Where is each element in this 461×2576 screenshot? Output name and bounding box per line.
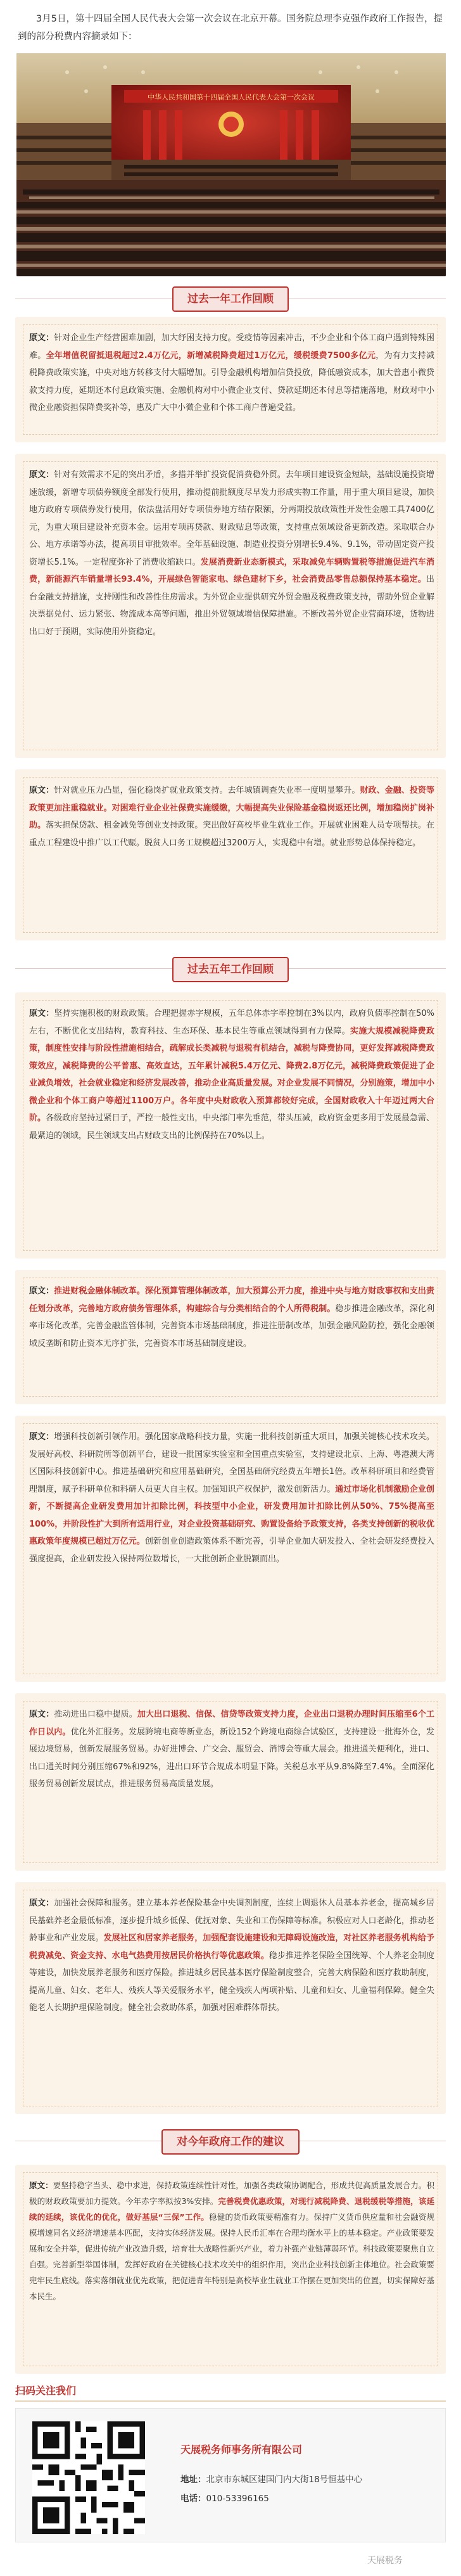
quote-text: 原文：推进财税金融体制改革。深化预算管理体制改革，加大预算公开力度，推进中央与地方财政事权和支出责任划分改革，完善地方政府债务管理体系，构建综合与分类相结合的个人所得税制。稳步推进金融改革，深化利率市场化改革，完善金融监管体制，完善资本市场基础制度，推进注册制改革，加强金融风险防控，强化金融领域反垄断和防止资本无序扩张，完善资本市场基础制度建设。 (29, 1286, 434, 1349)
hall-banner-text: 中华人民共和国第十四届全国人民代表大会第一次会议 (148, 93, 315, 101)
quote-tag: 原文： (29, 2181, 53, 2190)
qr-code-icon[interactable] (32, 2421, 145, 2534)
section-banner-suggestions (15, 2119, 446, 2163)
quote-card-1 (15, 317, 446, 442)
quote-card-2 (15, 454, 446, 758)
quote-card-5 (15, 1270, 446, 1404)
watermark: 天展税务 (367, 2556, 403, 2566)
quote-tag: 原文： (29, 1286, 54, 1296)
address-row: 地址：北京市东城区建国门内大街18号恒基中心 (180, 2475, 363, 2485)
highlight-text: 完善税费优惠政策，对现行减税降费、退税缓税等措施，该延续的延续，该优化的优化，做好基层“三保”工作。 (29, 2196, 434, 2222)
highlight-text: 财政、金融、投资等政策更加注重稳就业。对困难行业企业社保费实施缓缴，大幅提高失业保险基金稳岗返还比例，增加稳岗扩岗补助。 (29, 786, 434, 830)
quote-text: 原文：推动进出口稳中提质。加大出口退税、信保、信贷等政策支持力度，企业出口退税办理时间压缩至6个工作日以内。优化外汇服务。发展跨境电商等新业态，新设152个跨境电商综合试验区，支持建设一批海外仓，发展边境贸易，创新发展服务贸易。办好进博会、广交会、服贸会、消博会等重大展会。推进通关便利化，进口、出口通关时间分别压缩67%和92%，进出口环节合规成本明显下降。关税总水平从9.8%降至7.4%。全面深化服务贸易创新发展试点，推进服务贸易高质量发展。 (29, 1710, 434, 1789)
highlight-text: 加大出口退税、信保、信贷等政策支持力度，企业出口退税办理时间压缩至6个工作日以内。 (29, 1710, 434, 1737)
quote-tag: 原文： (29, 1009, 54, 1018)
section-title: 对今年政府工作的建议 (161, 2129, 300, 2155)
quote-tag: 原文： (29, 1710, 54, 1719)
quote-text: 原文：坚持实施积极的财政政策。合理把握赤字规模，五年总体赤字率控制在3%以内，政府负债率控制在50%左右，不断优化支出结构，教育科技、生态环保、基本民生等重点领域得到有力保障。实施大规模减税降费政策，制度性安排与阶段性措施相结合，疏解成长类减税与退税有机结合，减税与降费协同，更好发挥减税降费政策效应，减税降费的公平普惠、高效直达，五年累计减税5.4万亿元、降费2.8万亿元，减税降费政策促进了企业减负增效，社会就业稳定和经济发展改善，推动企业高质量发展。对企业发展不同情况，分别施策，增加中小微企业和个体工商户等超过1100万户。各年度中央财政收入预算都较好完成，全国财政收入十年迈过两大台阶。各级政府坚持过紧日子，严控一般性支出，中央部门率先垂范，带头压减，政府资金更多用于发展最急需、最紧迫的领域，民生领域支出占财政支出的比例保持在70%以上。 (29, 1009, 434, 1141)
section-title: 过去五年工作回顾 (172, 957, 289, 982)
divider (15, 2400, 446, 2402)
quote-tag: 原文： (29, 1899, 54, 1908)
quote-text: 原文：要坚持稳字当头、稳中求进，保持政策连续性针对性，加强各类政策协调配合，形成共促高质量发展合力。积极的财政政策要加力提效。今年赤字率拟按3%安排。完善税费优惠政策，对现行减税降费、退税缓税等措施，该延续的延续，该优化的优化，做好基层“三保”工作。稳健的货币政策要精准有力。保持广义货币供应量和社会融资规模增速同名义经济增速基本匹配，支持实体经济发展。保持人民币汇率在合理均衡水平上的基本稳定。产业政策要发展和安全并举，促进传统产业改造升级，培育壮大战略性新兴产业，着力补强产业链薄弱环节。科技政策要聚焦自立自强。完善新型举国体制，发挥好政府在关键核心技术攻关中的组织作用，突出企业科技创新主体地位。社会政策要兜牢民生底线。落实落细就业优先政策，把促进青年特别是高校毕业生就业工作摆在更加突出的位置，切实保障好基本民生。 (29, 2181, 434, 2301)
address-value: 北京市东城区建国门内大街18号恒基中心 (206, 2475, 363, 2485)
quote-card-3 (15, 769, 446, 940)
quote-card-8 (15, 1882, 446, 2114)
follow-us-box (15, 2408, 446, 2542)
highlight-text: 发展社区和居家养老服务，加强配套设施建设和无障碍设施改造，对社区养老服务机构给予税费减免、资金支持、水电气热费用按居民价格执行等优惠政策。 (29, 1933, 434, 1961)
quote-text: 原文：加强社会保障和服务。建立基本养老保险基金中央调剂制度，连续上调退休人员基本养老金，提高城乡居民基础养老金最低标准，逐步提升城乡低保、优抚对象、失业和工伤保障等标准。积极应对人口老龄化，推动老龄事业和产业发展。发展社区和居家养老服务，加强配套设施建设和无障碍设施改造，对社区养老服务机构给予税费减免、资金支持、水电气热费用按居民价格执行等优惠政策。稳步推进养老保险全国统筹、个人养老金制度等建设，加快发展养老服务和医疗保险。推进城乡居民基本医疗保险制度整合，完善大病保险和医疗救助制度，提高儿童、妇女、老年人、残疾人等关爱服务水平，健全残疾人两项补贴、儿童和妇女、儿童福利保障。健全失能老人长期护理保险制度。健全社会救助体系，加强对困难群体帮扶。 (29, 1899, 434, 2013)
quote-text: 原文：针对有效需求不足的突出矛盾，多措并举扩投资促消费稳外贸。去年项目建设资金短缺，基础设施投资增速放缓，新增专项债券额度全部发行使用，推动提前批额度尽早发力形成实物工作量，用于重大项目建设，加快地方政府专项债券发行使用，依法盘活用好专项债券地方结存限额，分两期投放政策性开发性金融工具7400亿元，为重大项目建设补充资本金。运用专项再贷款、财政贴息等政策，支持重点领域设备更新改造。采取联合办公、地方承诺等办法，提高项目审批效率。全年基础设施、制造业投资分别增长9.4%、9.1%，带动固定资产投资增长5.1%。一定程度弥补了消费收缩缺口。发展消费新业态新模式，采取减免车辆购置税等措施促进汽车消费，新能源汽车销量增长93.4%，开展绿色智能家电、绿色建材下乡，社会消费品零售总额保持基本稳定。出台金融支持措施，支持刚性和改善性住房需求。为外贸企业提供研究外贸金融及税费政策支持，帮助外贸企业解决票据兑付、运力紧张、物流成本高等问题，推出外贸领域增信保障措施。不断改善外贸企业营商环境，货物进出口好于预期，实际使用外资稳定。 (29, 470, 434, 637)
highlight-text: 通过市场化机制激励企业创新，不断提高企业研发费用加计扣除比例，科技型中小企业，研发费用加计扣除比例从50%、75%提高至100%，并阶段性扩大到所有适用行业，对企业投资基础研究、购置设备给予政策支持，各类支持创新的税收优惠政策年度规模已超过万亿元。 (29, 1484, 434, 1546)
quote-text: 原文：针对就业压力凸显，强化稳岗扩就业政策支持。去年城镇调查失业率一度明显攀升。财政、金融、投资等政策更加注重稳就业。对困难行业企业社保费实施缓缴，大幅提高失业保险基金稳岗返还比例，增加稳岗扩岗补助。落实担保贷款、租金减免等创业支持政策。突出做好高校毕业生就业工作。开展就业困难人员专项帮扶。在重点工程建设中推广以工代赈。脱贫人口务工规模超过3200万人，实现稳中有增。就业形势总体保持稳定。 (29, 786, 434, 848)
conference-photo (16, 53, 446, 276)
phone-row: 电话：010-53396165 (180, 2494, 269, 2504)
highlight-text: 推进财税金融体制改革。深化预算管理体制改革，加大预算公开力度，推进中央与地方财政事权和支出责任划分改革，完善地方政府债务管理体系，构建综合与分类相结合的个人所得税制。 (29, 1286, 434, 1314)
quote-text: 原文：针对企业生产经营困难加剧，加大纾困支持力度。受疫情等因素冲击，不少企业和个体工商户遇到特殊困难。全年增值税留抵退税超过2.4万亿元，新增减税降费超过1万亿元，缓税缓费7500多亿元，为有力支持减税降费政策实施，中央对地方转移支付大幅增加。引导金融机构增加信贷投放，降低融资成本，加大普惠小微贷款支持力度，延期还本付息政策实施、金融机构对中小微企业支付、贷款延期还本付息等措施落地，财政对中小微企业融资担保降费奖补等，惠及广大中小微企业和个体工商户普遍受益。 (29, 333, 434, 413)
section-banner-past-year (15, 276, 446, 321)
quote-card-9 (15, 2165, 446, 2374)
highlight-text: 发展消费新业态新模式，采取减免车辆购置税等措施促进汽车消费，新能源汽车销量增长93.4%，开展绿色智能家电、绿色建材下乡，社会消费品零售总额保持基本稳定。 (29, 557, 434, 584)
follow-us-title: 扫码关注我们 (15, 2385, 77, 2397)
phone-value: 010-53396165 (206, 2494, 269, 2504)
quote-tag: 原文： (29, 470, 54, 480)
intro-paragraph: 3月5日，第十四届全国人民代表大会第一次会议在北京开幕。国务院总理李克强作政府工作报告，提到的部分税费内容摘录如下： (18, 14, 443, 42)
quote-card-7 (15, 1693, 446, 1871)
section-banner-past-five-years (15, 947, 446, 991)
highlight-text: 全年增值税留抵退税超过2.4万亿元，新增减税降费超过1万亿元，缓税缓费7500多亿元 (46, 350, 376, 361)
section-title: 过去一年工作回顾 (172, 286, 289, 312)
highlight-text: 实施大规模减税降费政策，制度性安排与阶段性措施相结合，疏解成长类减税与退税有机结合，减税与降费协同，更好发挥减税降费政策效应，减税降费的公平普惠、高效直达，五年累计减税5.4万亿元、降费2.8万亿元，减税降费政策促进了企业减负增效，社会就业稳定和经济发展改善，推动企业高质量发展。对企业发展不同情况，分别施策，增加中小微企业和个体工商户等超过1100万户。各年度中央财政收入预算都较好完成，全国财政收入十年迈过两大台阶。 (29, 1026, 434, 1123)
conference-hall-image (16, 53, 446, 276)
quote-card-4 (15, 992, 446, 1259)
quote-text: 原文：增强科技创新引领作用。强化国家战略科技力量，实施一批科技创新重大项目，加强关键核心技术攻关。发展好高校、科研院所等创新平台，建设一批国家实验室和全国重点实验室，支持建设北京、上海、粤港澳大湾区国际科技创新中心。推进基础研究和应用基础研究，全国基础研究经费五年增长1倍。改革科研项目和经费管理制度，赋予科研单位和科研人员更大自主权。加强知识产权保护，激发创新活力。通过市场化机制激励企业创新，不断提高企业研发费用加计扣除比例，科技型中小企业，研发费用加计扣除比例从50%、75%提高至100%，并阶段性扩大到所有适用行业，对企业投资基础研究、购置设备给予政策支持，各类支持创新的税收优惠政策年度规模已超过万亿元。创新创业创造政策体系不断完善，引导企业加大研发投入、全社会研发经费投入强度提高，企业研发投入保持两位数增长，一大批创新企业脱颖而出。 (29, 1432, 434, 1564)
quote-tag: 原文： (29, 786, 54, 795)
quote-card-6 (15, 1416, 446, 1682)
quote-tag: 原文： (29, 1432, 54, 1442)
quote-tag: 原文： (29, 333, 54, 343)
company-name: 天展税务师事务所有限公司 (180, 2444, 303, 2456)
